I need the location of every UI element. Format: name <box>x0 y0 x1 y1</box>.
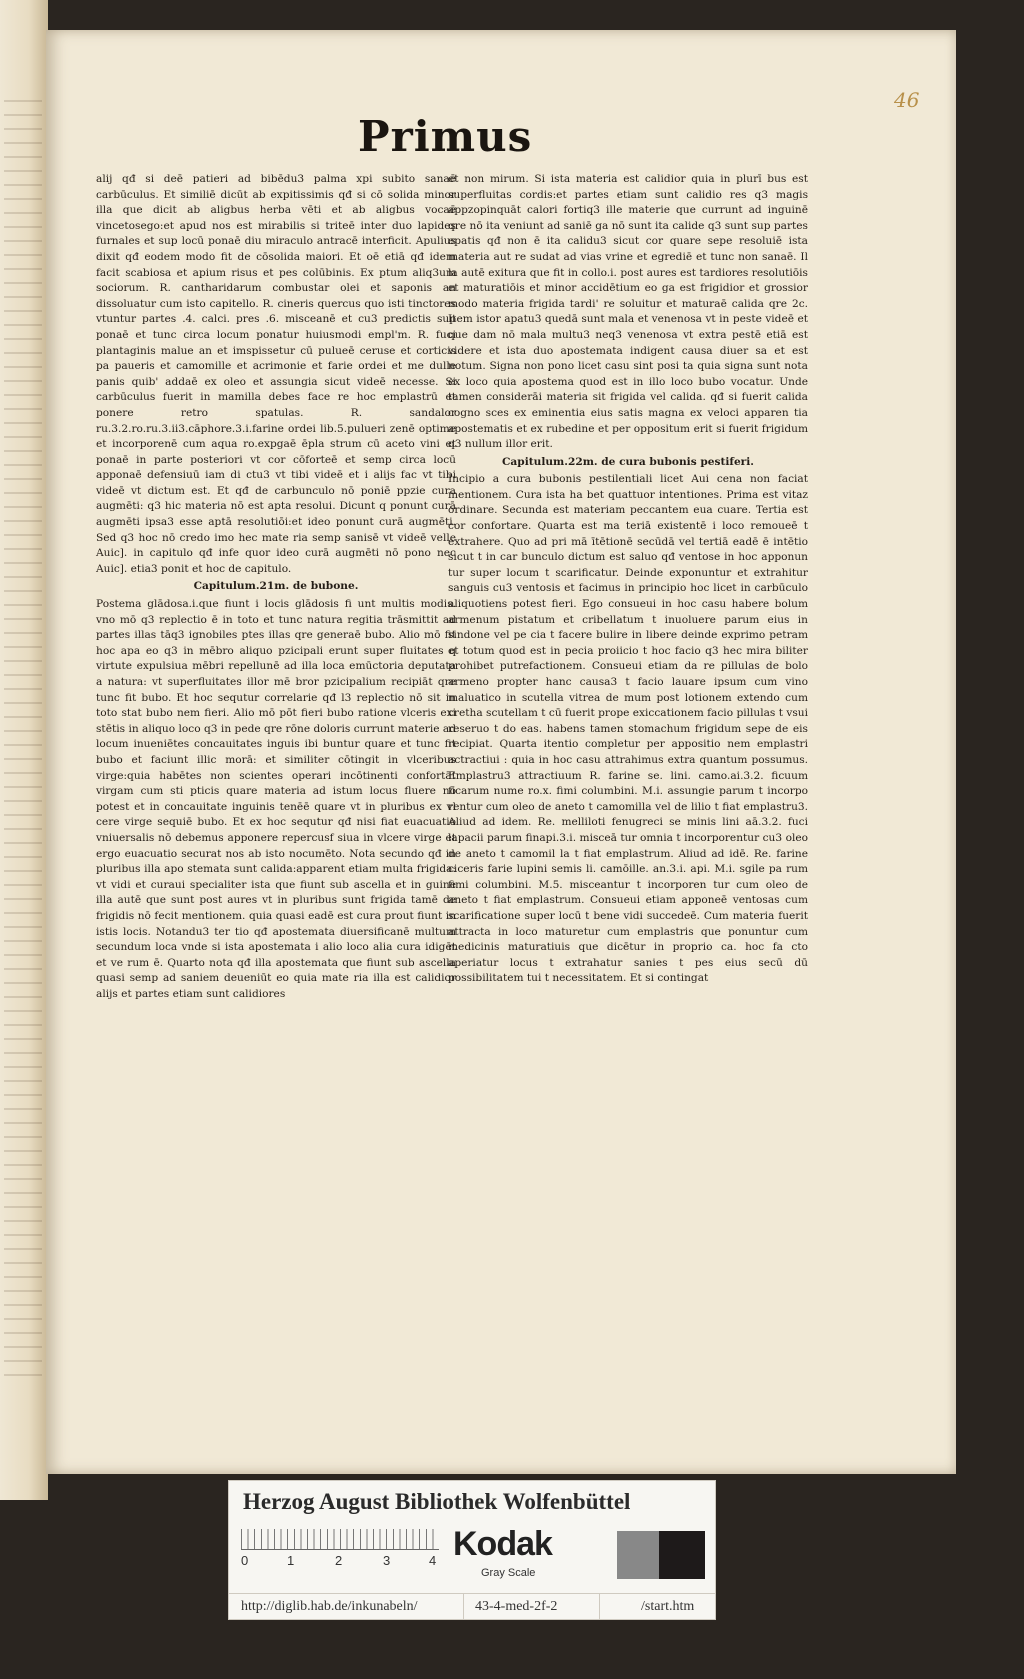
card-footer <box>229 1593 715 1620</box>
right-column <box>448 172 808 987</box>
ruler-tick-label: 2 <box>335 1553 343 1568</box>
source-url: http://diglib.hab.de/inkunabeln/ <box>241 1599 418 1614</box>
library-name: Herzog August Bibliothek Wolfenbüttel <box>243 1489 631 1514</box>
folio-number: 46 <box>894 88 920 112</box>
gray-scale-label: Gray Scale <box>481 1567 536 1579</box>
left-column-text-2: Postema glādosa.i.que fiunt i locis glādosis fi unt multis modis. vno mō q3 replectio ē in toto et tunc natura regitia trāsmittit ad partes illas tāq3 ignobiles ptes illas qre generaē bubo. Alio mō fit hoc apa eo q3 in mēbro aliquo pzicipali erunt super fluitates q virtute expulsiua mēbri repellunē ad illa loca emūctoria deputata a natura: vt superfluitates illor mē bror pzicipalium recipiāt qre tunc fit bubo. Et hoc sequtur correlarie qđ l3 replectio nō sit in toto stat bubo nem fieri. Alio mō pōt fieri bubo ratione vlceris exi stētis in aliquo loco q3 in pede qre rōne doloris currunt materie ad locum inueniētes concauitates inguis ibi buntur quare et tunc fit bubo et faciunt illic morā: et similiter cōtingit in vlceribus virge:quia habētes non scientes operari incōtinenti confortāt virgam cum sti pticis quare materia ad istum locus fluere nō potest et in concauitate inguinis tenēē quare vt in pluribus ex vl cere virge sequiē bubo. Et ex hoc sequtur qđ nisi fiat euacuatio vniuersalis nō debemus apponere repercusf siua in vlcere virge et ergo euacuatio securat nos ab isto nocumēto. Nota secundo qđ in pluribus illa apo stemata sunt calida:apparent etiam multa frigida: vt vidi et curaui specialiter ista que fiunt sub ascella et in guine illa autē que sunt post aures vt in pluribus sunt frigida tamē de frigidis nō fecit mentionem. quia quasi eadē est cura prout fiunt in istis locis. Notandu3 ter tio qđ apostemata diuersificanē multum secundum loca vnde si ista apostemata i alio loco alia cura idigēt et ve rum ē. Quarto nota qđ illa apostemata que fiunt sub ascella quasi semp ad saniem deueniūt eo quia mate ria illa est calidior alijs et partes etiam sunt calidiores <box>96 598 456 1000</box>
left-column-text: alij qđ si deē patieri ad bibēdu3 palma xpi subito sanaē carbūculus. Et similiē dicūt ab expitissimis qđ si cō solida minor illa que dicit ab aligbus herba vēti et ab aligbus vocaē vincetosego:et apud nos est mirabilis si triteē inter duo lapides furnales et sup locū ponaē diu miraculo antracē interficit. Apulius dixit qđ eodem modo fit de cōsolida maiori. Et oē etiā qđ idem facit scabiosa et apium risus et pes colūbinis. Ex ptum aliq3um sociorum. R. cantharidarum combustar olei et saponis an dissoluatur cum isto capitello. R. cineris quercus quo isti tinctores vtuntur partes .4. calci. pres .6. misceanē et cu3 predictis sup ponaē et tunc circa locum ponatur huiusmodi empl'm. R. fuci plantaginis malue an et imspissetur cū pulueē ceruse et corticis pa paueris et camomille et acrimonie et farie ordei et me dulle panis quib' addaē ex oleo et assungia sicut videē necesse. Si carbūculus fuerit in mamilla debes face re hoc emplastrū et ponere retro spatulas. R. sandalor ru.3.2.ro.ru.3.ii3.cāphore.3.i.farine ordei lib.5.pulueri zenē optime et incorporenē cum aqua ro.expgaē ēpla strum cū aceto vini et ponaē in parte posteriori vt cor cōforteē et semp circa locū apponaē defensiuū iam di ctu3 vt tibi videē et i alijs fac vt tibi videē vt dictum est. Et qđ de carbunculo nō poniē ppzie cura augmēti: q3 hic materia nō est apta resolui. Dicunt q ponunt curā augmēti ipsa3 esse aptā resolutiōi:et ideo ponunt curā augmēti. Sed q3 hoc nō credo imo hec mate ria semp sanisē vt videē velle Auic]. in capitulo qđ infe quor ideo curā augmēti nō pono nec Auic]. etia3 ponit et hoc de capitulo. <box>96 173 456 575</box>
ruler-tick-label: 3 <box>383 1553 391 1568</box>
left-page-text <box>4 100 42 1380</box>
chapter-heading-21: Capitulum.21m. de bubone. <box>193 580 359 593</box>
library-color-card <box>228 1480 716 1620</box>
kodak-logo: Kodak <box>453 1525 552 1563</box>
black-swatch <box>659 1531 705 1579</box>
left-column <box>96 172 456 1002</box>
right-column-text-2: Incipio a cura bubonis pestilentiali licet Aui cena non faciat mentionem. Cura ista ha bet quattuor intentiones. Prima est vitaz ordinare. Secunda est materiam peccantem eua cuare. Tertia est cor confortare. Quarta est ma teriā existentē i loco remoueē t extrahere. Quo ad pri mā ītētionē secūdā vel tertiā eadē ē intētio sicut t in car bunculo dictum est saluo qđ ventose in hoc apponun tur super locum t scarificatur. Deinde exponuntur et extrahitur sanguis cu3 ventosis et facimus in principio hoc licet in carbūculo aliquotiens potest fieri. Ego consueui in hoc casu habere bolum armenum pistatum et cribellatum t inuoluere parum eius in sindone vel pe cia t facere bulire in libere deinde exprimo petram et totum quod est in pecia proiicio t hoc facio q3 hec mira biliter prohibet putrefactionem. Consueui etiam da re pillulas de bolo armeno propter hanc causa3 t facio lauare ipsum cum vino maluatico in scutella vitrea de mum post lotionem extendo cum cretha scutellam t cū fuerit prope exiccationem facio pillulas t vsui reseruo t do eas. habens tamen stomachum frigidum sepe de eis recipiat. Quarta itentio completur per appositio nem emplastri actractiui : quia in hoc casu attrahimus extra quantum possumus. Emplastru3 attractiuum R. farine se. lini. camo.ai.3.2. ficuum ficarum nume ro.x. fimi columbini. M.i. assungie parum t incorpo rentur cum oleo de aneto t camomilla vel de lilio t fiat emplastru3. Aliud ad idem. Re. melliloti fenugreci se minis lini aā.3.2. fuci lapacii parum finapi.3.i. misceā tur omnia t incorporentur cu3 oleo de aneto t camomil la t fiat emplastrum. Aliud ad idē. Re. farine ciceris farie lupini semis li. camōille. an.3.i. api. M.i. sgile pa rum fimi columbini. M.5. misceantur t incorporen tur cum oleo de aneto t fiat emplastrum. Consueui etiam apponeē ventosas cum scarificatione super locū t bene vidi succedeē. Cum materia fuerit attracta in loco maturetur cum emplastris que ponuntur cum medicinis maturatiuis que dicētur in proprio ca. hoc fa cto aperiatur locus t extrahatur sanies t pes eius secū dū possibilitatem tui t necessitatem. Et si contingat <box>448 473 808 985</box>
ruler-tick-label: 0 <box>241 1553 249 1568</box>
chapter-heading-22: Capitulum.22m. de cura bubonis pestiferi. <box>502 455 754 468</box>
right-column-text: et non mirum. Si ista materia est calidior quia in plurī bus est superfluitas cordis:et partes etiam sunt calidio res q3 magis appzopinquāt calori fortiq3 ille materie que currunt ad inguinē qre nō ita veniunt ad saniē ga nō sunt ita calide q3 sunt sup partes epatis qđ non ē ita calidu3 sicut cor quare sepe resoluiē ista materia aut re sudat ad vias vrine et egrediē et tunc non sanaē. Il la autē exitura que fit in collo.i. post aures est tardiores resolutiōis et maturatiōis et minor accidētium eo ga est frigidior et grossior modo materia frigida tardi' re soluitur et maturaē calida qre 2c. Item istor apatu3 quedā sunt mala et venenosa vt in peste videē et que dam nō mala multu3 neq3 venenosa vt extra pestē etiā est videre et ista duo apostemata indigent causa diuer sa et est notum. Signa non pono licet casu sint posi ta quia signa sunt nota ex loco quia apostema quod est in illo loco bubo vocatur. Unde tamen considerāi materia sit frigida vel calida. qđ si fuerit calida cogno sces ex eminentia eius satis magna ex veloci apparen tia apostematis et ex rubedine et per oppositum erit si fuerit frigidum q3 nullum illor erit. <box>448 173 808 451</box>
page-heading: Primus <box>358 112 533 161</box>
start-path: /start.htm <box>641 1599 695 1614</box>
ruler-tick-label: 1 <box>287 1553 295 1568</box>
measurement-ruler <box>241 1529 439 1550</box>
gray-swatch <box>617 1531 659 1579</box>
shelfmark: 43-4-med-2f-2 <box>475 1599 558 1614</box>
left-page-edge <box>0 0 48 1500</box>
ruler-tick-label: 4 <box>429 1553 437 1568</box>
